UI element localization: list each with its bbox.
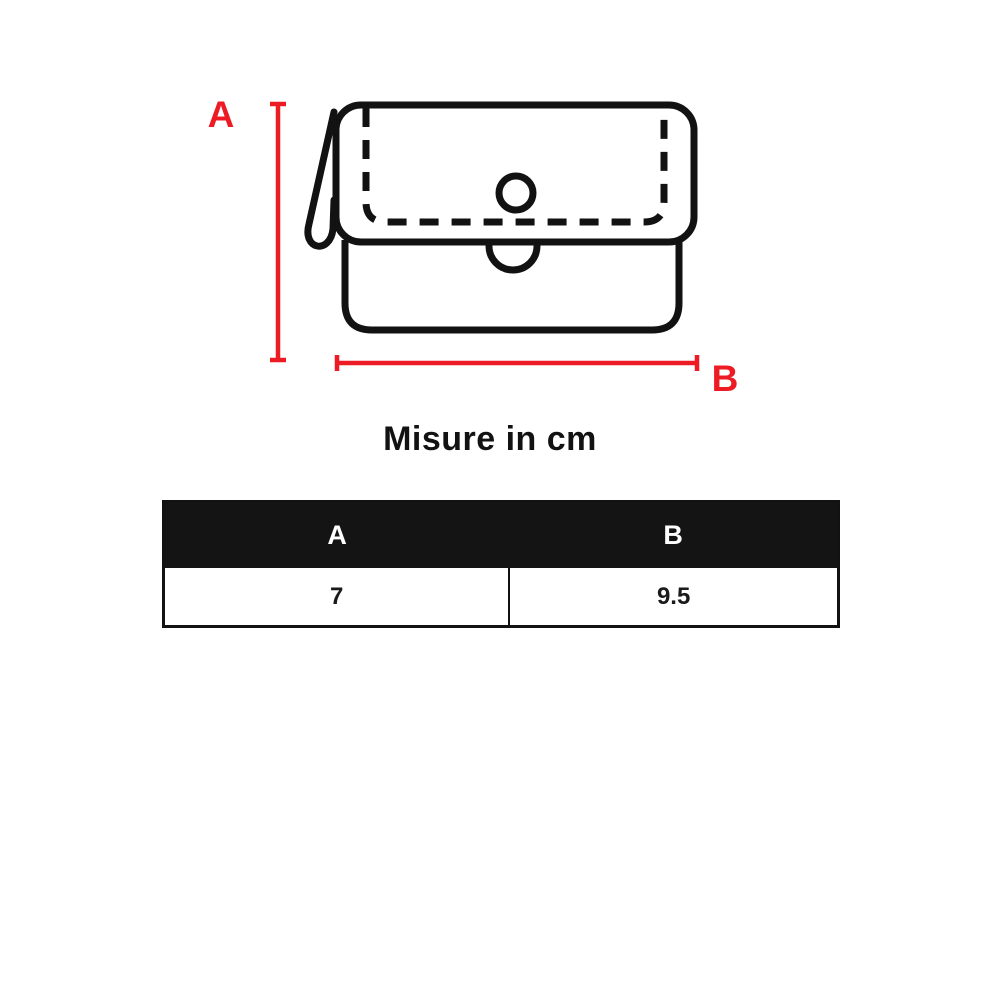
size-table-header-row [164,502,839,569]
measurements-title: Misure in cm [383,420,597,458]
button-loop [489,246,537,270]
flap-button [499,176,533,210]
zipper-pull-icon [308,112,334,246]
dimension-line-b [337,355,697,371]
table-row [164,568,839,627]
column-header-a: A [164,502,510,569]
column-header-b: B [509,502,838,569]
dimension-label-b: B [711,358,739,399]
dimension-label-a: A [207,94,235,135]
value-b: 9.5 [509,568,838,627]
value-a: 7 [164,568,510,627]
dimension-line-a [270,104,286,360]
size-table [162,500,840,628]
